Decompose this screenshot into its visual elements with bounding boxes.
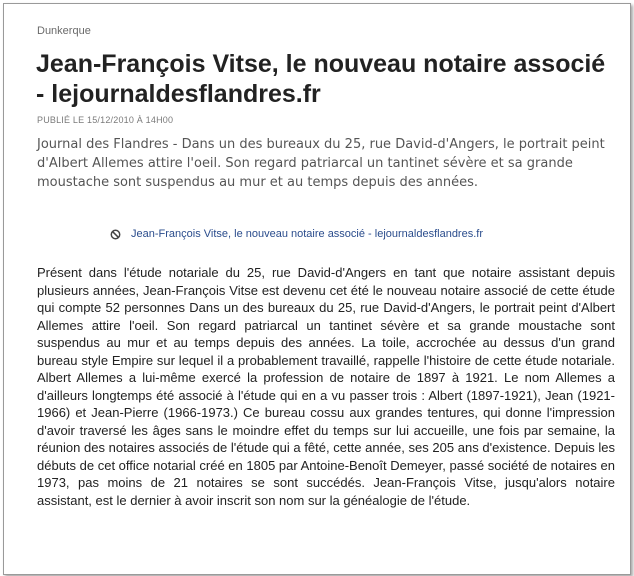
publish-date: PUBLIÉ LE 15/12/2010 À 14H00 [37, 115, 174, 125]
article-body: Présent dans l'étude notariale du 25, rue David-d'Angers en tant que notaire assistant depuis plusieurs années, Jean-François Vitse est devenu cet été le nouveau notaire associé de cette étude qui compte 52 personnes Dans un des bureaux du 25, rue David-d'Angers, le portrait peint d'Albert Allemes attire l'oeil. Son regard patriarcal un tantinet sévère et sa grande moustache sont suspendus au mur et au temps depuis des années. La toile, accrochée au dessus d'un grand bureau style Empire sur lequel il a probablement travaillé, rappelle l'histoire de cette étude notariale. Albert Allemes a lui-même exercé la profession de notaire de 1897 à 1921. Le nom Allemes a d'ailleurs longtemps été associé à l'étude qui en a vu passer trois : Albert (1897-1921), Jean (1921-1966) et Jean-Pierre (1966-1973.) Ce bureau cossu aux grandes tentures, qui donne l'impression d'avoir traversé les âges sans le moindre effet du temps sur lui accueille, une fois par semaine, la réunion des notaires associés de l'étude qui a fêté, cette année, ses 205 ans d'existence. Depuis les débuts de cet office notarial créé en 1805 par Antoine-Benoît Demeyer, passé société de notaires en 1973, pas moins de 21 notaires se sont succédés. Jean-François Vitse, jusqu'alors notaire assistant, est le dernier à avoir inscrit son nom sur la généalogie de l'étude. [37, 265, 615, 508]
section-label[interactable]: Dunkerque [37, 25, 91, 37]
blocked-image-icon [110, 229, 121, 240]
image-placeholder[interactable] [110, 228, 530, 240]
article-title: Jean-François Vitse, le nouveau notaire associé - lejournaldesflandres.fr [36, 50, 606, 108]
article-lead: Journal des Flandres - Dans un des bureaux du 25, rue David-d'Angers, le portrait peint d'Albert Allemes attire l'oeil. Son regard patriarcal un tantinet sévère et sa grande moustache sont suspendus au mur et au temps depuis des années. [37, 137, 605, 190]
article-frame [3, 3, 631, 575]
image-caption[interactable]: Jean-François Vitse, le nouveau notaire associé - lejournaldesflandres.fr [131, 228, 483, 240]
